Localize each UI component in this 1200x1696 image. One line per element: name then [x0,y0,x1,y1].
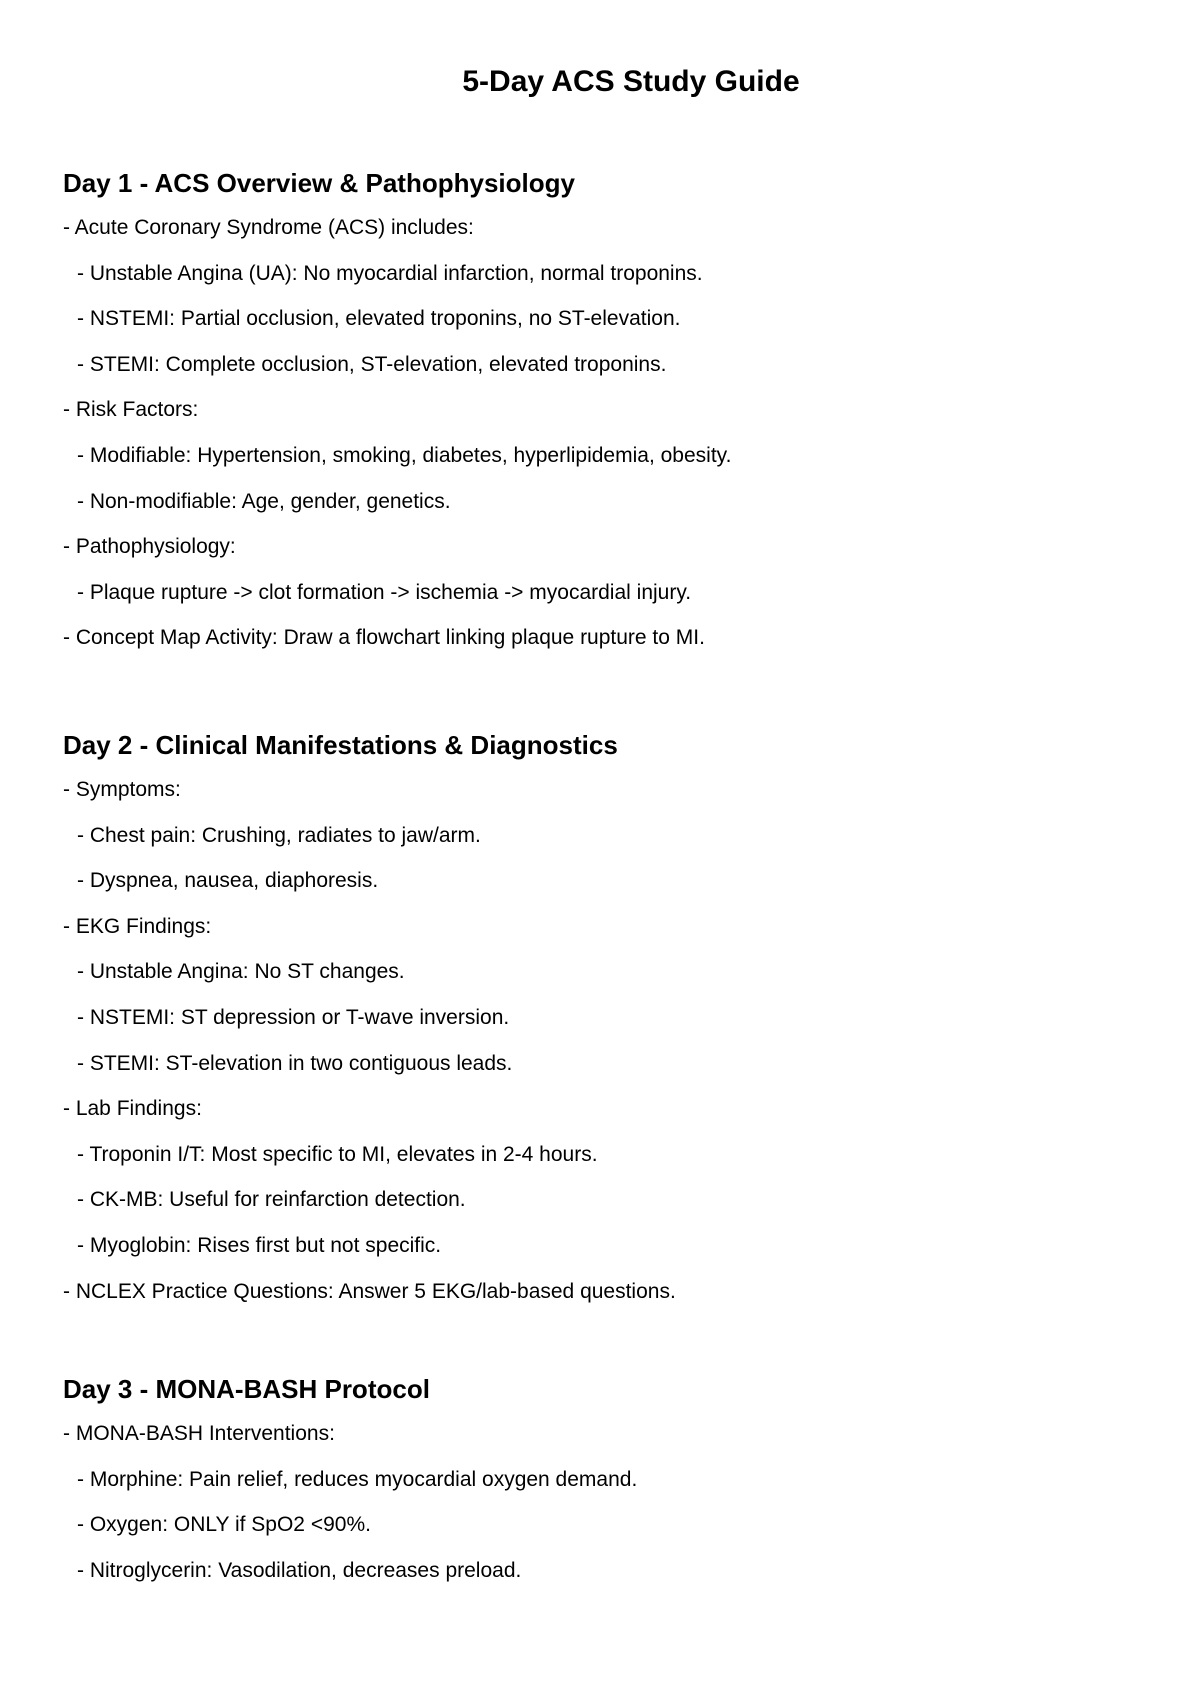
sub-bullet-line: - CK-MB: Useful for reinfarction detection. [77,1188,466,1212]
bullet-line: - Risk Factors: [63,398,199,422]
sub-bullet-line: - Nitroglycerin: Vasodilation, decreases preload. [77,1558,522,1582]
bullet-line: - Acute Coronary Syndrome (ACS) includes: [63,216,474,239]
section-day-1 [63,166,1143,671]
bullet-line: - Symptoms: [63,778,181,801]
sub-bullet-line: - Modifiable: Hypertension, smoking, diabetes, hyperlipidemia, obesity. [77,443,732,467]
section-heading: Day 1 - ACS Overview & Pathophysiology [63,168,575,198]
bullet-line: - NCLEX Practice Questions: Answer 5 EKG/lab-based questions. [63,1279,676,1303]
sub-bullet-line: - STEMI: ST-elevation in two contiguous leads. [77,1051,513,1075]
section-day-2 [63,728,1143,1324]
sub-bullet-line: - Plaque rupture -> clot formation -> ischemia -> myocardial injury. [77,580,692,604]
bullet-line: - EKG Findings: [63,914,212,938]
sub-bullet-line: - Myoglobin: Rises first but not specific. [77,1233,442,1257]
section-heading: Day 2 - Clinical Manifestations & Diagnostics [63,730,618,760]
sub-bullet-line: - Unstable Angina: No ST changes. [77,960,405,984]
section-day-3 [63,1372,1143,1603]
bullet-line: - Concept Map Activity: Draw a flowchart linking plaque rupture to MI. [63,626,705,650]
section-heading: Day 3 - MONA-BASH Protocol [63,1374,430,1404]
bullet-line: - Pathophysiology: [63,535,236,559]
sub-bullet-line: - Chest pain: Crushing, radiates to jaw/arm. [77,823,481,847]
sub-bullet-line: - Morphine: Pain relief, reduces myocardial oxygen demand. [77,1467,638,1491]
bullet-line: - Lab Findings: [63,1097,202,1121]
document-title: 5-Day ACS Study Guide [462,65,800,98]
sub-bullet-line: - STEMI: Complete occlusion, ST-elevation, elevated troponins. [77,352,667,376]
sub-bullet-line: - Unstable Angina (UA): No myocardial infarction, normal troponins. [77,261,703,285]
sub-bullet-line: - Dyspnea, nausea, diaphoresis. [77,869,379,893]
sub-bullet-line: - NSTEMI: ST depression or T-wave inversion. [77,1005,510,1029]
sub-bullet-line: - Troponin I/T: Most specific to MI, elevates in 2-4 hours. [77,1142,598,1166]
sub-bullet-line: - NSTEMI: Partial occlusion, elevated troponins, no ST-elevation. [77,307,681,331]
sub-bullet-line: - Oxygen: ONLY if SpO2 <90%. [77,1513,371,1537]
bullet-line: - MONA-BASH Interventions: [63,1422,335,1445]
sub-bullet-line: - Non-modifiable: Age, gender, genetics. [77,489,451,513]
